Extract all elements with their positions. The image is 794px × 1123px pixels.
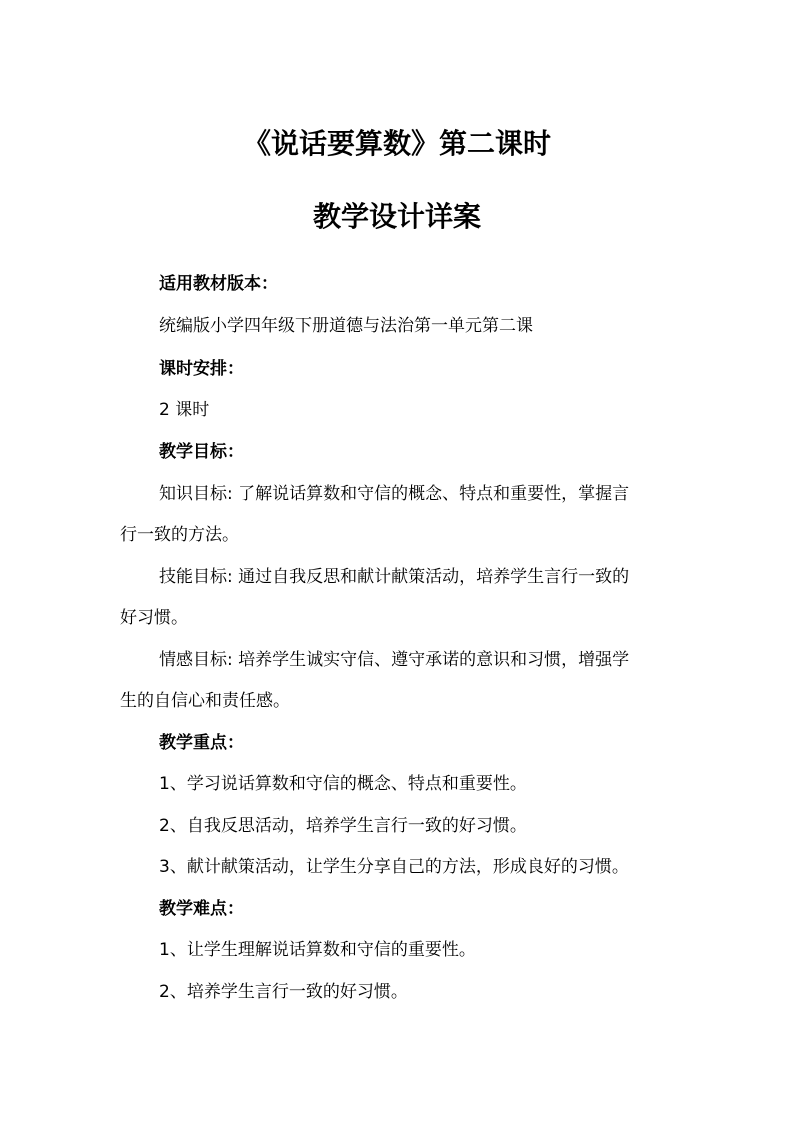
objectives-heading: 教学目标： (159, 442, 244, 462)
knowledge-objective-line2: 行一致的方法。 (120, 525, 239, 545)
emotion-objective-line1: 情感目标: 培养学生诚实守信、遵守承诺的意识和习惯，增强学 (159, 650, 630, 670)
difficulty-item: 2、培养学生言行一致的好习惯。 (159, 982, 408, 1002)
difficulty-item: 1、让学生理解说话算数和守信的重要性。 (159, 940, 476, 960)
document-title: 《说话要算数》第二课时 (242, 127, 551, 160)
key-point-item: 1、学习说话算数和守信的概念、特点和重要性。 (159, 774, 527, 794)
key-points-heading: 教学重点： (159, 733, 244, 753)
document-subtitle: 教学设计详案 (312, 200, 481, 233)
skill-objective-line2: 好习惯。 (120, 608, 188, 628)
textbook-heading: 适用教材版本： (159, 274, 278, 294)
textbook-text: 统编版小学四年级下册道德与法治第一单元第二课 (159, 316, 533, 336)
difficulties-heading: 教学难点： (159, 899, 244, 919)
skill-objective-line1: 技能目标: 通过自我反思和献计献策活动，培养学生言行一致的 (159, 567, 630, 587)
knowledge-objective-line1: 知识目标: 了解说话算数和守信的概念、特点和重要性，掌握言 (159, 484, 630, 504)
schedule-heading: 课时安排： (159, 359, 244, 379)
emotion-objective-line2: 生的自信心和责任感。 (120, 691, 290, 711)
schedule-text: 2 课时 (159, 400, 210, 420)
key-point-item: 2、自我反思活动，培养学生言行一致的好习惯。 (159, 816, 527, 836)
key-point-item: 3、献计献策活动，让学生分享自己的方法，形成良好的习惯。 (159, 857, 629, 877)
